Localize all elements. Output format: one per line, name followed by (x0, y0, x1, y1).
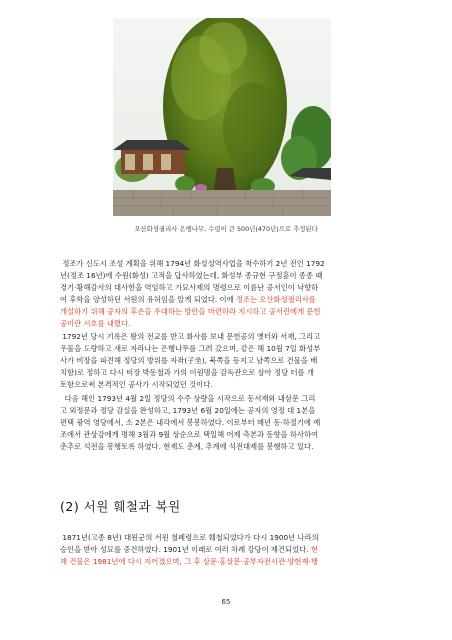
text-line: 조에서 관상감에게 명해 3월과 9월 상순으로 택일해 어제 측본과 동향을 하사하여 (60, 429, 319, 439)
text-line: 다음 해인 1793년 4월 2일 정당의 수주 상량을 시작으로 동서재와 내삼문 그리 (64, 393, 316, 403)
text-line: 사가 비장을 파견해 정당의 방위를 자좌(子坐), 북쪽을 등지고 남쪽으로 건물을 배 (60, 356, 318, 366)
text-line: 춘추로 석전을 봉행토록 하였다. 현재도 춘계, 추계에 석전대제를 봉행하고 있다. (60, 441, 314, 451)
text-line: 우물을 도량하고 새로 자라나는 은행나무를 그려 갔으며, 같은 해 10월 7일 화성부 (60, 344, 321, 354)
text-line: 경기·황해감사의 대사헌을 역임하고 가묘사제의 명령으로 이름난 공서인이 낙향하 (60, 282, 319, 292)
text-line: 1871년(고종 8년) 대원군의 서원 철폐령으로 훼철되었다가 다시 1900년 나라의 (62, 533, 319, 542)
highlighted-text: 정조는 오산화성궐리사를 (235, 294, 316, 304)
text-line: 토함으로써 본격적인 공사가 시작되었던 것이다. (60, 380, 213, 390)
page-number: 65 (221, 598, 231, 606)
text-line: 편택 광역 영당에서, 소 2본은 내각에서 봉봉하였다. 이로부터 매년 동·하절기에 예 (60, 417, 321, 427)
text-line: 여 후학을 양성하던 서원의 유허임을 알게 되었다. 이에 정조는 오산화성궐리사를 (60, 294, 316, 304)
section-1-body (60, 258, 394, 455)
text-line: 승인을 받아 성묘를 중건하였다. 1901년 이래로 여러 차례 강당이 재건되었다. 현 (60, 544, 318, 554)
paragraph-4 (60, 532, 394, 568)
paragraph-1 (60, 258, 394, 329)
section-2-body (60, 532, 394, 570)
photo-caption: 오산화성궐리사 은행나무, 수령이 큰 500년(470년)으로 추정된다 (134, 225, 318, 233)
ginkgo-tree-photo (113, 18, 331, 216)
text-line: 고 외정문과 정당 감실을 완성하고, 1793년 6월 20일에는 공자의 영정 대 1본을 (60, 405, 316, 415)
highlighted-line: 개설하기 위해 공자의 후손을 우대하는 방안을 마련하라 지시하고 공서린에게 문헌 (60, 306, 321, 316)
section-heading: (2) 서원 훼철과 복원 (60, 499, 181, 514)
text-line: 년(정조 16년)에 수원(화성) 고적을 답사하였는데, 화성부 종규현 구정훈이 종종 때 (60, 270, 323, 280)
text-line: 1792년 당시 기록은 왕의 전교를 받고 화사를 보내 문헌공의 옛터와 서재, 그리고 (62, 332, 321, 342)
highlighted-line: 공이란 시호를 내렸다. (60, 318, 131, 328)
text-line: 치함)로 정하고 다시 비장 박동철과 가의 이원명을 감독관으로 삼아 정당 터를 개 (60, 368, 314, 378)
paragraph-2 (60, 331, 394, 391)
paragraph-3 (60, 393, 394, 453)
text-line: 정조가 신도시 조성 계획을 위해 1794년 화성성역사업을 착수하기 2년 전인 1792 (62, 259, 325, 268)
highlighted-text: 현 (310, 544, 318, 554)
ginkgo-tree-illustration (113, 18, 331, 216)
highlighted-line: 재 건물은 1981년에 다시 지어졌으며, 그 후 삼문·홍살문·공부자전시관·양현재·행 (60, 556, 318, 566)
